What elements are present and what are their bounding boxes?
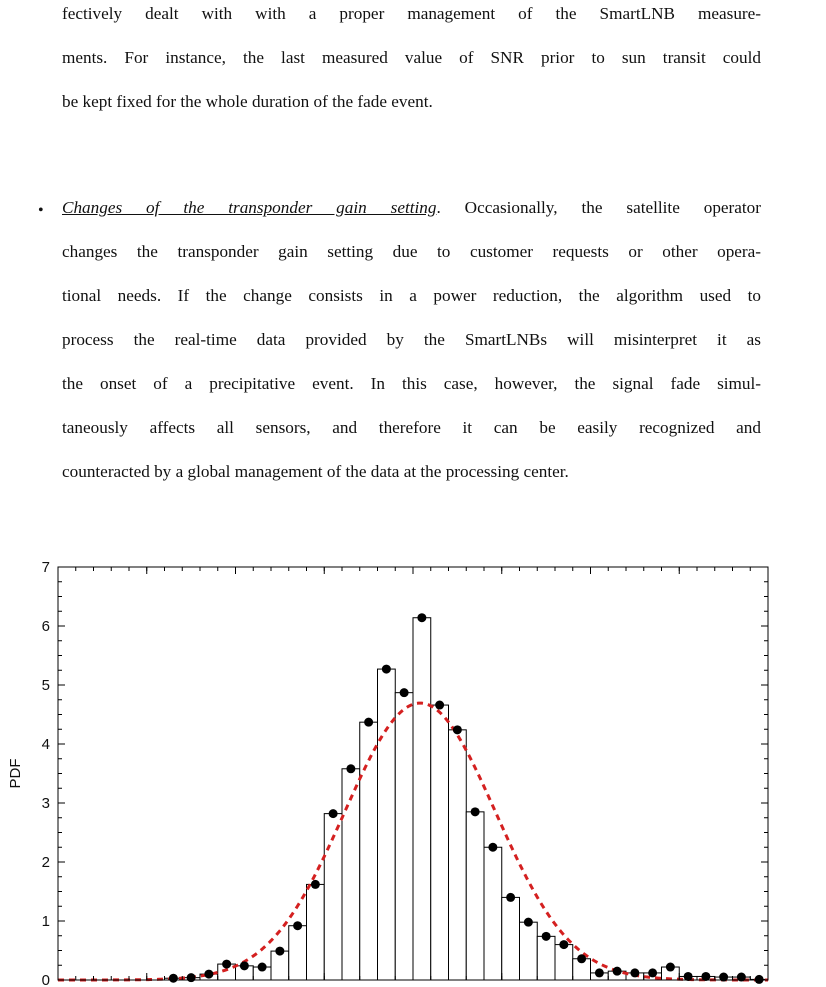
y-tick-label: 5	[41, 677, 50, 694]
data-point	[613, 967, 622, 976]
histogram-bar	[307, 884, 325, 980]
data-point	[488, 843, 497, 852]
data-point	[382, 665, 391, 674]
histogram-bar	[431, 705, 449, 980]
data-point	[542, 932, 551, 941]
paragraph-line: fectively dealt with with a proper management of the SmartLNB measure-	[62, 4, 761, 23]
paragraph-line: be kept fixed for the whole duration of the fade event.	[62, 92, 433, 111]
paragraph-line: counteracted by a global management of the data at the processing center.	[62, 462, 569, 481]
data-point	[187, 973, 196, 982]
bullet-item-title: Changes of the transponder gain setting	[62, 198, 437, 217]
paragraph-line: ments. For instance, the last measured value of SNR prior to sun transit could	[62, 48, 761, 67]
data-point	[417, 613, 426, 622]
data-point	[275, 947, 284, 956]
bullet-marker: •	[38, 202, 44, 219]
y-tick-label: 2	[41, 854, 50, 871]
y-tick-label: 4	[41, 736, 50, 753]
pdf-histogram-figure	[0, 552, 826, 987]
y-axis-label: PDF	[7, 758, 24, 789]
data-point	[648, 968, 657, 977]
histogram-bar	[466, 812, 484, 980]
data-point	[630, 968, 639, 977]
paragraph-line: taneously affects all sensors, and therefore it can be easily recognized and	[62, 418, 761, 437]
y-tick-label: 1	[41, 913, 50, 930]
paragraph-line: process the real-time data provided by the SmartLNBs will misinterpret it as	[62, 330, 761, 349]
data-point	[293, 921, 302, 930]
paragraph-line: changes the transponder gain setting due to customer requests or other opera-	[62, 242, 761, 261]
data-point	[506, 893, 515, 902]
histogram-bar	[484, 847, 502, 980]
y-tick-label: 7	[41, 559, 50, 576]
data-point	[400, 688, 409, 697]
data-point	[559, 940, 568, 949]
data-point	[453, 725, 462, 734]
histogram-bar	[289, 926, 307, 980]
histogram-bar	[449, 730, 467, 980]
data-point	[346, 764, 355, 773]
paragraph-line: tional needs. If the change consists in a power reduction, the algorithm used to	[62, 286, 761, 305]
data-point	[329, 809, 338, 818]
histogram-bar	[395, 693, 413, 980]
data-point	[666, 963, 675, 972]
data-point	[577, 954, 586, 963]
bullet-first-line	[62, 198, 761, 218]
data-point	[169, 974, 178, 983]
data-point	[311, 880, 320, 889]
bullet-first-line-text: . Occasionally, the satellite operator	[436, 198, 761, 217]
data-point	[258, 963, 267, 972]
y-tick-label: 0	[41, 972, 50, 987]
data-point	[524, 918, 533, 927]
histogram-bar	[555, 945, 573, 980]
data-point	[222, 960, 231, 969]
data-point	[204, 970, 213, 979]
data-point	[755, 975, 764, 984]
histogram-bar	[413, 618, 431, 980]
histogram-bar	[520, 922, 538, 980]
histogram-bar	[502, 897, 520, 980]
y-tick-label: 6	[41, 618, 50, 635]
data-point	[471, 807, 480, 816]
y-tick-label: 3	[41, 795, 50, 812]
data-point	[240, 961, 249, 970]
histogram-bar	[378, 669, 396, 980]
data-point	[435, 701, 444, 710]
data-point	[595, 968, 604, 977]
paragraph-line: the onset of a precipitative event. In this case, however, the signal fade simul-	[62, 374, 761, 393]
data-point	[364, 718, 373, 727]
histogram-bar	[360, 722, 378, 980]
histogram-bar	[537, 936, 555, 980]
